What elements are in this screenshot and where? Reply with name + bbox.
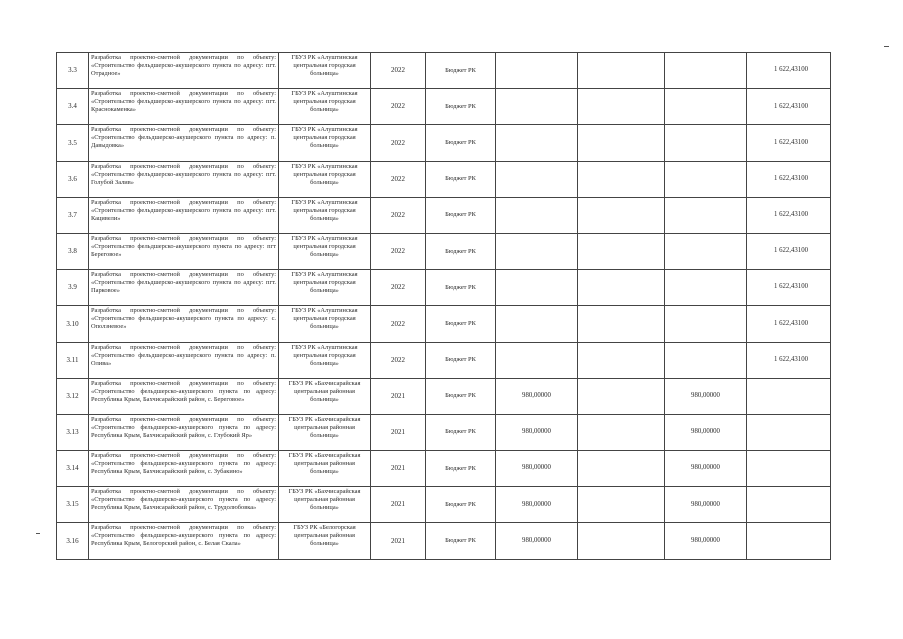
row-amount-col4: 1 622,43100 [747,125,831,161]
row-funding-source: Бюджет РК [426,197,496,233]
row-amount-col4: 1 622,43100 [747,197,831,233]
row-amount-col3: 980,00000 [665,487,747,523]
row-amount-col3 [665,306,747,342]
document-table [56,52,831,560]
row-amount-col3 [665,53,747,89]
row-funding-source: Бюджет РК [426,414,496,450]
row-description: Разработка проектно-сметной документации по объекту: «Строительство фельдшерско-акушерского пункта по адресу: с. Оползневое» [89,306,279,342]
row-year: 2022 [371,161,426,197]
row-organization: ГБУЗ РК «Алуштинская центральная городская больница» [279,342,371,378]
row-amount-col4: 1 622,43100 [747,89,831,125]
row-organization: ГБУЗ РК «Алуштинская центральная городская больница» [279,161,371,197]
row-organization: ГБУЗ РК «Алуштинская центральная городская больница» [279,306,371,342]
row-funding-source: Бюджет РК [426,270,496,306]
table-row [57,378,831,414]
row-description: Разработка проектно-сметной документации по объекту: «Строительство фельдшерско-акушерского пункта по адресу: Республика Крым, Бахчисарайский район, с. Береговое» [89,378,279,414]
row-description: Разработка проектно-сметной документации по объекту: «Строительство фельдшерско-акушерского пункта по адресу: пгт Береговое» [89,233,279,269]
row-amount-col4: 1 622,43100 [747,53,831,89]
row-amount-col2 [578,414,665,450]
row-amount-col1 [496,125,578,161]
row-organization: ГБУЗ РК «Бахчисарайская центральная районная больница» [279,451,371,487]
table-row [57,414,831,450]
table-row [57,125,831,161]
table-row [57,523,831,559]
row-amount-col1 [496,233,578,269]
table-row [57,53,831,89]
row-funding-source: Бюджет РК [426,53,496,89]
row-number: 3.13 [57,414,89,450]
row-organization: ГБУЗ РК «Бахчисарайская центральная районная больница» [279,487,371,523]
row-amount-col3: 980,00000 [665,414,747,450]
row-number: 3.14 [57,451,89,487]
row-year: 2021 [371,487,426,523]
row-number: 3.15 [57,487,89,523]
row-organization: ГБУЗ РК «Бахчисарайская центральная районная больница» [279,378,371,414]
row-amount-col1: 980,00000 [496,451,578,487]
row-amount-col4: 1 622,43100 [747,342,831,378]
row-description: Разработка проектно-сметной документации по объекту: «Строительство фельдшерско-акушерского пункта по адресу: пгт. Краснокаменка» [89,89,279,125]
row-amount-col3 [665,89,747,125]
row-amount-col4 [747,487,831,523]
table-row [57,161,831,197]
row-funding-source: Бюджет РК [426,342,496,378]
row-amount-col1 [496,342,578,378]
row-amount-col3 [665,161,747,197]
row-amount-col1 [496,161,578,197]
row-number: 3.3 [57,53,89,89]
row-funding-source: Бюджет РК [426,161,496,197]
row-amount-col1: 980,00000 [496,487,578,523]
row-amount-col3 [665,197,747,233]
row-amount-col1 [496,197,578,233]
table-body [57,53,831,560]
table-row [57,487,831,523]
row-organization: ГБУЗ РК «Алуштинская центральная городская больница» [279,53,371,89]
row-amount-col4: 1 622,43100 [747,233,831,269]
row-year: 2022 [371,270,426,306]
row-number: 3.10 [57,306,89,342]
row-amount-col1 [496,53,578,89]
row-description: Разработка проектно-сметной документации по объекту: «Строительство фельдшерско-акушерского пункта по адресу: пгт. Парковое» [89,270,279,306]
row-year: 2022 [371,53,426,89]
row-year: 2022 [371,306,426,342]
row-amount-col4 [747,414,831,450]
row-amount-col1 [496,306,578,342]
row-number: 3.9 [57,270,89,306]
row-year: 2022 [371,89,426,125]
row-amount-col3: 980,00000 [665,523,747,559]
row-amount-col2 [578,342,665,378]
table-row [57,270,831,306]
row-amount-col2 [578,270,665,306]
row-organization: ГБУЗ РК «Белогорская центральная районная больница» [279,523,371,559]
row-description: Разработка проектно-сметной документации по объекту: «Строительство фельдшерско-акушерского пункта по адресу: п. Олива» [89,342,279,378]
row-amount-col1: 980,00000 [496,523,578,559]
table-row [57,342,831,378]
row-year: 2021 [371,451,426,487]
table-row [57,451,831,487]
row-funding-source: Бюджет РК [426,89,496,125]
row-amount-col2 [578,233,665,269]
row-funding-source: Бюджет РК [426,487,496,523]
row-number: 3.11 [57,342,89,378]
row-organization: ГБУЗ РК «Алуштинская центральная городская больница» [279,197,371,233]
row-funding-source: Бюджет РК [426,306,496,342]
row-organization: ГБУЗ РК «Алуштинская центральная городская больница» [279,89,371,125]
row-year: 2021 [371,414,426,450]
row-amount-col2 [578,523,665,559]
row-amount-col3 [665,233,747,269]
row-year: 2021 [371,523,426,559]
row-amount-col4: 1 622,43100 [747,161,831,197]
row-organization: ГБУЗ РК «Алуштинская центральная городская больница» [279,233,371,269]
table-row [57,89,831,125]
row-funding-source: Бюджет РК [426,378,496,414]
row-amount-col4 [747,451,831,487]
row-organization: ГБУЗ РК «Алуштинская центральная городская больница» [279,125,371,161]
row-number: 3.6 [57,161,89,197]
row-amount-col2 [578,89,665,125]
scan-mark [36,533,40,534]
row-year: 2022 [371,125,426,161]
table-row [57,306,831,342]
row-funding-source: Бюджет РК [426,125,496,161]
row-amount-col3 [665,342,747,378]
row-organization: ГБУЗ РК «Бахчисарайская центральная районная больница» [279,414,371,450]
row-amount-col2 [578,487,665,523]
row-funding-source: Бюджет РК [426,451,496,487]
row-amount-col4 [747,523,831,559]
row-amount-col2 [578,53,665,89]
row-year: 2022 [371,197,426,233]
row-funding-source: Бюджет РК [426,233,496,269]
row-amount-col3: 980,00000 [665,378,747,414]
scan-mark [884,46,889,47]
row-number: 3.8 [57,233,89,269]
row-funding-source: Бюджет РК [426,523,496,559]
row-amount-col4: 1 622,43100 [747,306,831,342]
row-amount-col1 [496,89,578,125]
row-amount-col3 [665,125,747,161]
row-amount-col3: 980,00000 [665,451,747,487]
row-number: 3.7 [57,197,89,233]
row-year: 2021 [371,378,426,414]
row-amount-col1 [496,270,578,306]
table-row [57,197,831,233]
row-amount-col2 [578,161,665,197]
row-year: 2022 [371,233,426,269]
row-number: 3.4 [57,89,89,125]
row-description: Разработка проектно-сметной документации по объекту: «Строительство фельдшерско-акушерского пункта по адресу: пгт. Кацивели» [89,197,279,233]
row-number: 3.16 [57,523,89,559]
row-amount-col2 [578,378,665,414]
row-amount-col2 [578,125,665,161]
row-year: 2022 [371,342,426,378]
row-amount-col1: 980,00000 [496,414,578,450]
row-amount-col2 [578,197,665,233]
row-description: Разработка проектно-сметной документации по объекту: «Строительство фельдшерско-акушерского пункта по адресу: пгт. Голубой Залив» [89,161,279,197]
row-amount-col3 [665,270,747,306]
row-description: Разработка проектно-сметной документации по объекту: «Строительство фельдшерско-акушерского пункта по адресу: п. Давыдовка» [89,125,279,161]
row-amount-col4: 1 622,43100 [747,270,831,306]
table-row [57,233,831,269]
row-amount-col1: 980,00000 [496,378,578,414]
row-description: Разработка проектно-сметной документации по объекту: «Строительство фельдшерско-акушерского пункта по адресу: Республика Крым, Бахчисарайский район, с. Глубокий Яр» [89,414,279,450]
row-organization: ГБУЗ РК «Алуштинская центральная городская больница» [279,270,371,306]
row-description: Разработка проектно-сметной документации по объекту: «Строительство фельдшерско-акушерского пункта по адресу: Республика Крым, Белогорский район, с. Белая Скала» [89,523,279,559]
row-number: 3.12 [57,378,89,414]
row-description: Разработка проектно-сметной документации по объекту: «Строительство фельдшерско-акушерского пункта по адресу: Республика Крым, Бахчисарайский район, с. Трудолюбовка» [89,487,279,523]
row-description: Разработка проектно-сметной документации по объекту: «Строительство фельдшерско-акушерского пункта по адресу: пгт. Отрадное» [89,53,279,89]
row-amount-col4 [747,378,831,414]
row-amount-col2 [578,306,665,342]
row-number: 3.5 [57,125,89,161]
row-description: Разработка проектно-сметной документации по объекту: «Строительство фельдшерско-акушерского пункта по адресу: Республика Крым, Бахчисарайский район, с. Зубакино» [89,451,279,487]
row-amount-col2 [578,451,665,487]
